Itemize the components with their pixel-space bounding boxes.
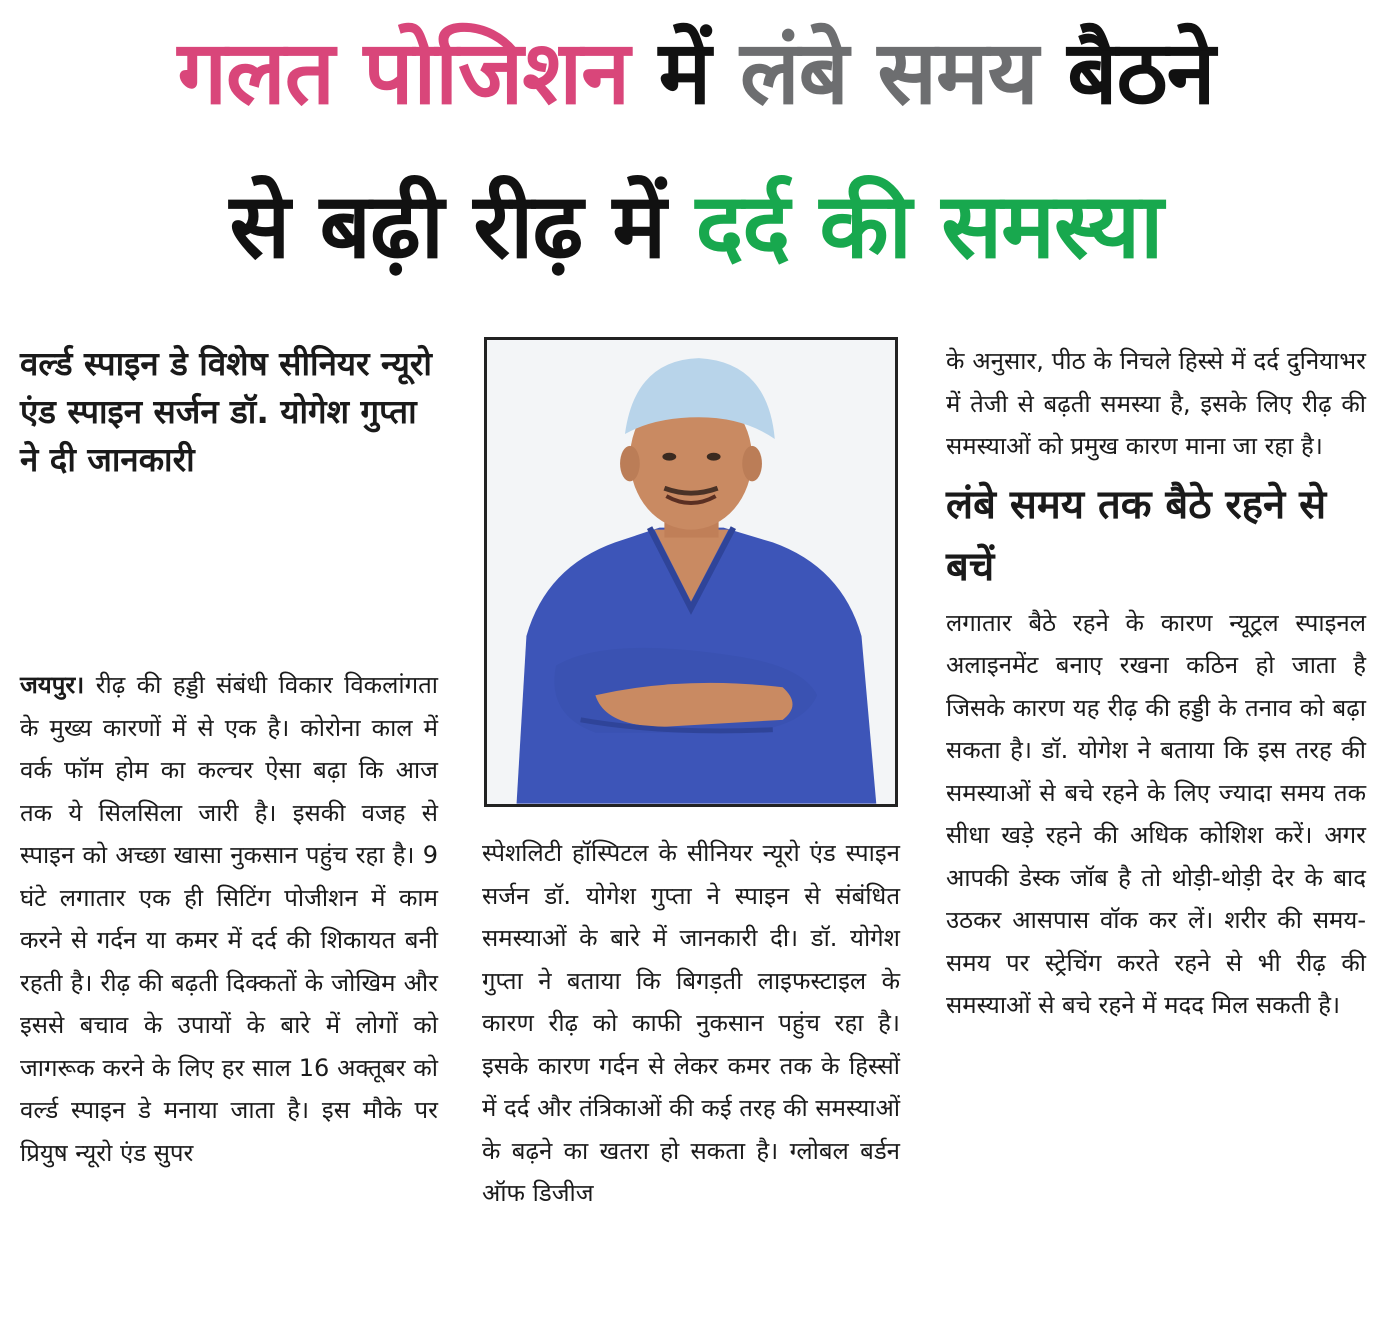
column-1-text: रीढ़ की हड्डी संबंधी विकार विकलांगता के मुख्य कारणों में से एक है। कोरोना काल में वर्क फॉम होम का कल्चर ऐसा बढ़ा कि आज तक ये सिलसिला जारी है। इसकी वजह से स्पाइन को अच्छा खासा नुकसान पहुंच रहा है। 9 घंटे लगातार एक ही सिटिंग पोजीशन में काम करने से गर्दन या कमर में दर्द की शिकायत बनी रहती है। रीढ़ की बढ़ती दिक्कतों के जोखिम और इससे बचाव के उपायों के बारे में लोगों को जागरूक करने के लिए हर साल 16 अक्तूबर को वर्ल्ड स्पाइन डे मनाया जाता है। इस मौके पर प्रियुष न्यूरो एंड सुपर bbox=[20, 671, 438, 1167]
intro-subheadline: वर्ल्ड स्पाइन डे विशेष सीनियर न्यूरो एंड स्पाइन सर्जन डॉ. योगेश गुप्ता ने दी जानकारी bbox=[20, 344, 432, 479]
doctor-illustration bbox=[487, 340, 895, 804]
column-3-text-2: लगातार बैठे रहने के कारण न्यूट्रल स्पाइनल अलाइनमेंट बनाए रखना कठिन हो जाता है जिसके कारण यह रीढ़ की हड्डी के तनाव को बढ़ा सकता है। डॉ. योगेश ने बताया कि इस तरह की समस्याओं से बचे रहने के लिए ज्यादा समय तक सीधा खड़े रहने की अधिक कोशिश करें। अगर आपकी डेस्क जॉब है तो थोड़ी-थोड़ी देर के बाद उठकर आसपास वॉक कर लें। शरीर की समय-समय पर स्ट्रेचिंग करते रहने से भी रीढ़ की समस्याओं से बचे रहने में मदद मिल सकती है। bbox=[946, 608, 1366, 1019]
headline-part-4: बैठने bbox=[1067, 21, 1215, 124]
headline-part-3: लंबे समय bbox=[739, 21, 1068, 124]
column-3-text: के अनुसार, पीठ के निचले हिस्से में दर्द दुनियाभर में तेजी से बढ़ती समस्या है, इसके लिए रीढ़ की समस्याओं को प्रमुख कारण माना जा रहा है। bbox=[946, 347, 1366, 460]
headline-line-2 bbox=[0, 168, 1392, 286]
headline-line-1 bbox=[0, 14, 1392, 132]
dateline: जयपुर। bbox=[20, 671, 85, 699]
headline-part-5: से बढ़ी रीढ़ में bbox=[229, 174, 696, 279]
doctor-photo bbox=[484, 337, 898, 807]
headline-part-2: में bbox=[658, 21, 740, 124]
column-1-body bbox=[20, 664, 438, 1174]
headline-part-6: दर्द की समस्या bbox=[695, 174, 1163, 279]
column-2-text: स्पेशलिटी हॉस्पिटल के सीनियर न्यूरो एंड स्पाइन सर्जन डॉ. योगेश गुप्ता ने स्पाइन से संबंधित समस्याओं के बारे में जानकारी दी। डॉ. योगेश गुप्ता ने बताया कि बिगड़ती लाइफस्टाइल के कारण रीढ़ को काफी नुकसान पहुंच रहा है। इसके कारण गर्दन से लेकर कमर तक के हिस्सों में दर्द और तंत्रिकाओं की कई तरह की समस्याओं के बढ़ने का खतरा हो सकता है। ग्लोबल बर्डन ऑफ डिजीज bbox=[482, 839, 900, 1207]
side-headline: लंबे समय तक बैठे रहने से बचें bbox=[946, 481, 1327, 590]
article-column-1 bbox=[20, 340, 438, 1167]
article-column-3 bbox=[946, 340, 1366, 1027]
headline-part-1: गलत पोजिशन bbox=[177, 21, 659, 124]
article-column-2 bbox=[482, 832, 900, 1215]
